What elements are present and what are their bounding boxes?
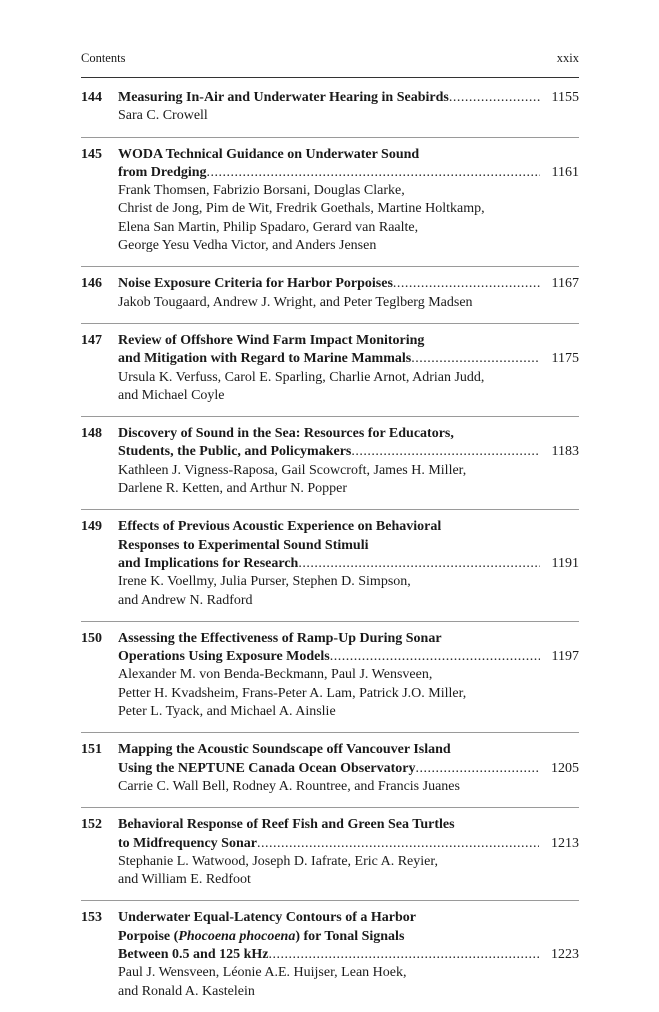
chapter-number: 148 bbox=[81, 426, 102, 442]
entry-separator bbox=[81, 137, 579, 138]
chapter-page-number: 1213 bbox=[551, 835, 579, 851]
chapter-title-text: from Dredging bbox=[118, 164, 207, 180]
running-header bbox=[81, 51, 579, 66]
toc-entry[interactable] bbox=[81, 909, 579, 1000]
entry-separator bbox=[81, 323, 579, 324]
entry-separator bbox=[81, 621, 579, 622]
chapter-title-line: Mapping the Acoustic Soundscape off Vancouver Island bbox=[118, 742, 451, 758]
toc-entry[interactable] bbox=[81, 518, 579, 609]
chapter-title-text: to Midfrequency Sonar bbox=[118, 835, 257, 851]
chapter-authors: Petter H. Kvadsheim, Frans-Peter A. Lam, Patrick J.O. Miller, bbox=[118, 685, 467, 701]
chapter-authors: Kathleen J. Vigness-Raposa, Gail Scowcroft, James H. Miller, bbox=[118, 462, 467, 478]
dot-leader bbox=[449, 89, 540, 107]
chapter-number: 149 bbox=[81, 519, 102, 535]
chapter-title-line: Responses to Experimental Sound Stimuli bbox=[118, 537, 369, 553]
chapter-title-last-line bbox=[118, 275, 579, 293]
chapter-title-text: and Mitigation with Regard to Marine Mammals bbox=[118, 351, 412, 367]
entry-separator bbox=[81, 732, 579, 733]
chapter-title-last-line bbox=[118, 648, 579, 666]
toc-entry[interactable] bbox=[81, 425, 579, 498]
chapter-number: 147 bbox=[81, 332, 102, 348]
chapter-title-line: Review of Offshore Wind Farm Impact Monitoring bbox=[118, 332, 425, 348]
chapter-title-text: Students, the Public, and Policymakers bbox=[118, 444, 352, 460]
chapter-title-line: WODA Technical Guidance on Underwater Sound bbox=[118, 146, 420, 162]
chapter-title-line: Porpoise (Phocoena phocoena) for Tonal Signals bbox=[118, 928, 405, 944]
toc-entry[interactable] bbox=[81, 146, 579, 256]
chapter-title-last-line bbox=[118, 443, 579, 461]
toc-entry[interactable] bbox=[81, 89, 579, 126]
chapter-authors: Paul J. Wensveen, Léonie A.E. Huijser, Lean Hoek, bbox=[118, 965, 407, 981]
dot-leader bbox=[416, 760, 539, 778]
entry-separator bbox=[81, 266, 579, 267]
toc-entry[interactable] bbox=[81, 741, 579, 796]
dot-leader bbox=[393, 275, 540, 293]
chapter-page-number: 1155 bbox=[551, 90, 579, 105]
chapter-title-last-line bbox=[118, 89, 579, 107]
chapter-number: 151 bbox=[81, 742, 102, 758]
chapter-number: 150 bbox=[81, 630, 102, 646]
chapter-title-line: Discovery of Sound in the Sea: Resources for Educators, bbox=[118, 426, 454, 442]
toc-entry[interactable] bbox=[81, 630, 579, 721]
chapter-page-number: 1183 bbox=[551, 444, 579, 460]
chapter-authors: Christ de Jong, Pim de Wit, Fredrik Goethals, Martine Holtkamp, bbox=[118, 201, 485, 217]
chapter-authors: Peter L. Tyack, and Michael A. Ainslie bbox=[118, 704, 336, 720]
header-page-number: xxix bbox=[556, 51, 579, 65]
dot-leader bbox=[269, 946, 540, 964]
dot-leader bbox=[257, 835, 539, 853]
chapter-title-last-line bbox=[118, 760, 579, 778]
chapter-title-text: Between 0.5 and 125 kHz bbox=[118, 946, 269, 962]
dot-leader bbox=[351, 443, 539, 461]
dot-leader bbox=[298, 555, 539, 573]
chapter-title-last-line bbox=[118, 164, 579, 182]
chapter-page-number: 1223 bbox=[551, 946, 579, 962]
chapter-authors: and Andrew N. Radford bbox=[118, 592, 253, 608]
table-of-contents bbox=[81, 89, 579, 1012]
entry-separator bbox=[81, 807, 579, 808]
chapter-page-number: 1205 bbox=[551, 760, 579, 776]
chapter-title-last-line bbox=[118, 555, 579, 573]
chapter-title-line: Behavioral Response of Reef Fish and Green Sea Turtles bbox=[118, 817, 455, 833]
chapter-page-number: 1191 bbox=[551, 555, 579, 571]
chapter-title-last-line bbox=[118, 835, 579, 853]
entry-separator bbox=[81, 416, 579, 417]
entry-separator bbox=[81, 900, 579, 901]
chapter-authors: and William E. Redfoot bbox=[118, 872, 251, 888]
toc-entry[interactable] bbox=[81, 275, 579, 312]
chapter-title-line: Assessing the Effectiveness of Ramp-Up During Sonar bbox=[118, 630, 442, 646]
chapter-number: 145 bbox=[81, 146, 102, 162]
toc-entry[interactable] bbox=[81, 816, 579, 889]
chapter-authors: Frank Thomsen, Fabrizio Borsani, Douglas Clarke, bbox=[118, 183, 405, 199]
chapter-title-last-line bbox=[118, 350, 579, 368]
chapter-authors: George Yesu Vedha Victor, and Anders Jensen bbox=[118, 238, 377, 254]
chapter-title-line: Underwater Equal-Latency Contours of a Harbor bbox=[118, 910, 417, 926]
chapter-authors: Alexander M. von Benda-Beckmann, Paul J. Wensveen, bbox=[118, 667, 433, 683]
entry-separator bbox=[81, 509, 579, 510]
chapter-title-last-line bbox=[118, 946, 579, 964]
chapter-number: 144 bbox=[81, 90, 102, 105]
toc-entry[interactable] bbox=[81, 332, 579, 405]
chapter-authors: Elena San Martin, Philip Spadaro, Gerard van Raalte, bbox=[118, 219, 419, 235]
chapter-number: 153 bbox=[81, 910, 102, 926]
chapter-authors: Stephanie L. Watwood, Joseph D. Iafrate, Eric A. Reyier, bbox=[118, 853, 438, 869]
dot-leader bbox=[330, 648, 540, 666]
header-section-title: Contents bbox=[81, 51, 126, 65]
chapter-title-text: Noise Exposure Criteria for Harbor Porpoises bbox=[118, 276, 393, 292]
chapter-authors: Carrie C. Wall Bell, Rodney A. Rountree, and Francis Juanes bbox=[118, 778, 460, 794]
chapter-number: 152 bbox=[81, 817, 102, 833]
chapter-authors: Jakob Tougaard, Andrew J. Wright, and Peter Teglberg Madsen bbox=[118, 294, 473, 310]
chapter-title-text: Operations Using Exposure Models bbox=[118, 649, 330, 665]
chapter-authors: Irene K. Voellmy, Julia Purser, Stephen D. Simpson, bbox=[118, 574, 411, 590]
chapter-page-number: 1175 bbox=[551, 351, 579, 367]
chapter-authors: Ursula K. Verfuss, Carol E. Sparling, Charlie Arnot, Adrian Judd, bbox=[118, 369, 485, 385]
dot-leader bbox=[207, 164, 540, 182]
chapter-page-number: 1167 bbox=[551, 276, 579, 292]
chapter-title-text: and Implications for Research bbox=[118, 555, 299, 571]
header-rule bbox=[81, 77, 579, 78]
chapter-authors: and Michael Coyle bbox=[118, 387, 225, 403]
chapter-authors: Darlene R. Ketten, and Arthur N. Popper bbox=[118, 481, 347, 497]
chapter-authors: and Ronald A. Kastelein bbox=[118, 983, 255, 999]
chapter-page-number: 1161 bbox=[551, 164, 579, 180]
chapter-page-number: 1197 bbox=[551, 649, 579, 665]
chapter-number: 146 bbox=[81, 276, 102, 292]
chapter-title-text: Measuring In-Air and Underwater Hearing in Seabirds bbox=[118, 90, 449, 105]
dot-leader bbox=[411, 350, 539, 368]
chapter-title-line: Effects of Previous Acoustic Experience on Behavioral bbox=[118, 519, 442, 535]
chapter-authors: Sara C. Crowell bbox=[118, 108, 208, 124]
chapter-title-text: Using the NEPTUNE Canada Ocean Observatory bbox=[118, 760, 416, 776]
